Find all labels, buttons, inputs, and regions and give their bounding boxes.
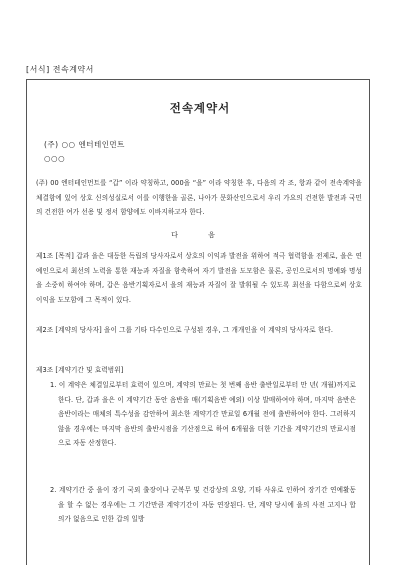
document-title: 전속계약서 [169, 101, 231, 115]
center-heading: 다 음 [171, 231, 229, 239]
article-3-item-1: 1. 이 계약은 체결일로부터 효력이 있으며, 계약의 만료는 첫 번째 음반 출반일로부터 만 년( 개월)까지로 한다. 단, 갑과 을은 이 계약기간 동안 음반을 매(기획음반 예외) 이상 발매하여야 하며, 마지막 음반은 음반이라는 매체의 특수성을 감안하여 최소한 계약기간 만료일 6개월 전에 출반하여야 한다. 그러하지 않을 경우에는 마지막 음반의 출반시점을 기산점으로 하여 6개월을 더한 기간을 계약기간의 만료시점으로 자동 산정한다. [50, 381, 356, 447]
article-1: 제1조 [목적] 갑과 을은 대등한 독립의 당사자로서 상호의 이익과 발전을 위하여 적극 협력함을 전제로, 을은 연예인으로서 최선의 노력을 통한 재능과 자질을 함축하여 자기 발전을 도모함은 물론, 공인으로서의 명예와 명성을 소중히 하여야 하며, 갑은 음반기획자로서 을의 재능과 자질이 잘 발휘될 수 있도록 최선을 다함으로써 상호 이익을 도모함에 그 목적이 있다. [36, 252, 362, 304]
form-label: [서식] 전속계약서 [26, 65, 94, 74]
article-3-heading: 제3조 [계약기간 및 효력범위] [36, 366, 124, 374]
article-2: 제2조 [계약의 당사자] 을이 그룹 기타 다수인으로 구성된 경우, 그 개개인을 이 계약의 당사자로 한다. [36, 326, 334, 334]
party-b: ○○○ [44, 154, 66, 163]
intro-paragraph: (주) 00 엔터테인먼트를 “갑” 이라 약칭하고, 000을 “을” 이라 약칭한 후, 다음의 각 조, 항과 같이 전속계약을 체결함에 있어 상호 신의성실로서 이를 이행한을 골론, 나아가 문화산인으로서 우리 가요의 건전한 발전과 국민의 건전한 여가 선용 및 정서 함양에도 이바지하고자 한다. [36, 179, 362, 216]
party-a: (주) ○○ 엔터테인먼트 [44, 140, 125, 149]
article-3-item-2: 2. 계약기간 중 을이 장기 국외 출장이나 군복무 및 건강상의 요양, 기타 사유로 인하여 장기간 연예활동을 할 수 없는 경우에는 그 기간만큼 계약기간이 자동 연장된다. 단, 계약 당시에 을의 사전 고지나 합의가 없음으로 인한 갑의 일방 [50, 486, 356, 523]
